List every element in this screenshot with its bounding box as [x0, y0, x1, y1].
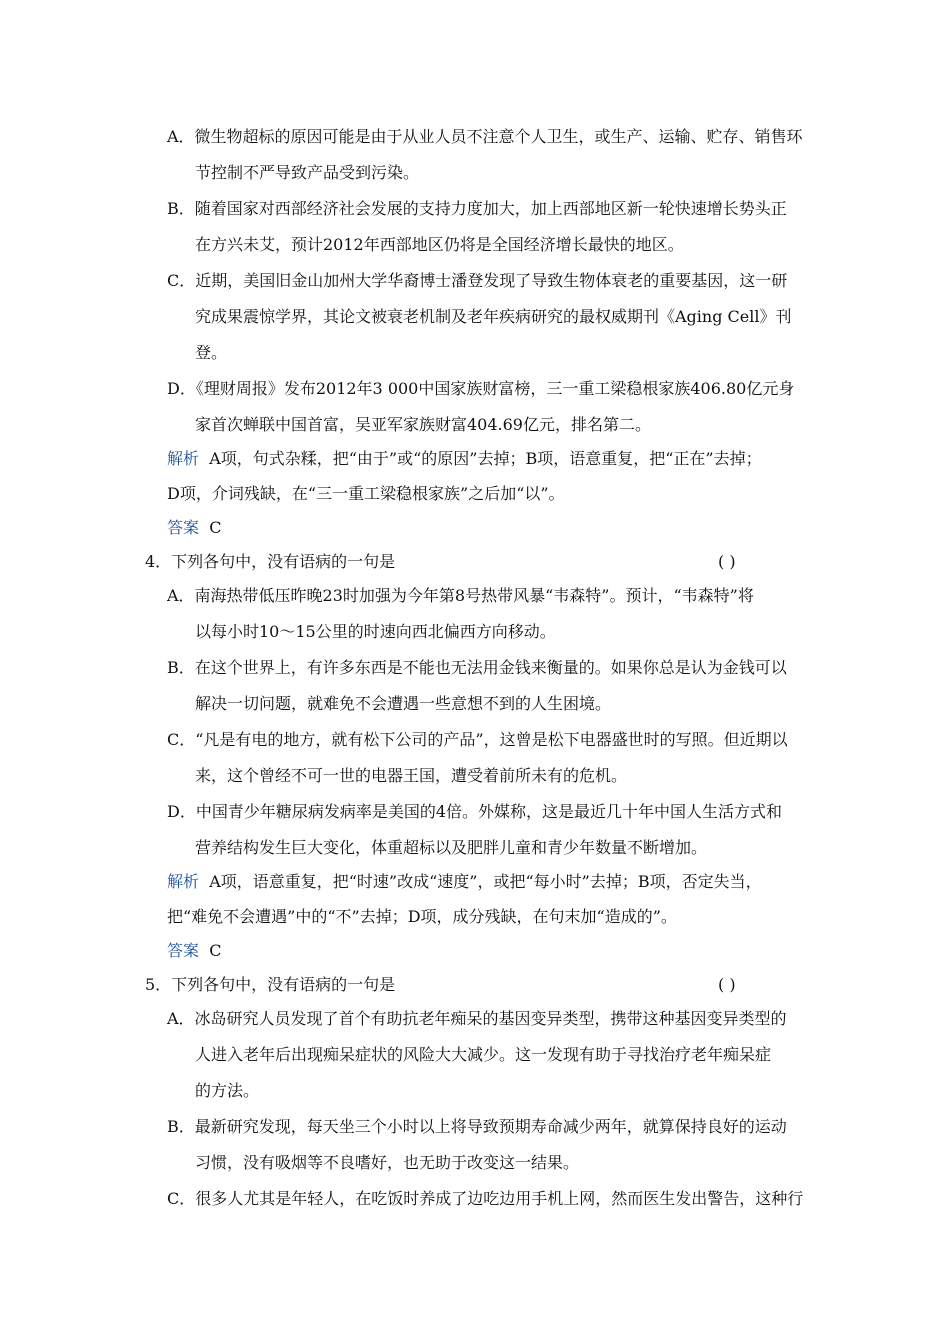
- q3-solution-label: 解析: [167, 449, 200, 468]
- q3-solution-text1: A项，句式杂糅，把“由于”或“的原因”去掉；B项，语意重复，把“正在”去掉；: [209, 449, 762, 468]
- q4-option-d-line1: D．中国青少年糖尿病发病率是美国的4倍。外媒称，这是最近几十年中国人生活方式和: [167, 802, 783, 821]
- q3-option-b-line2: 在方兴未艾，预计2012年西部地区仍将是全国经济增长最快的地区。: [195, 235, 684, 254]
- q4-option-b-line1: B．在这个世界上，有许多东西是不能也无法用金钱来衡量的。如果你总是认为金钱可以: [167, 658, 787, 677]
- q4-answer-value: C: [209, 941, 222, 960]
- q3-answer-value: C: [209, 518, 222, 537]
- q3-option-d-line2: 家首次蝉联中国首富，吴亚军家族财富404.69亿元，排名第二。: [195, 415, 651, 434]
- q3-option-b-line1: B．随着国家对西部经济社会发展的支持力度加大，加上西部地区新一轮快速增长势头正: [167, 199, 787, 218]
- q3-option-d-line1: D．《理财周报》发布2012年3 000中国家族财富榜，三一重工梁稳根家族406.80亿元身: [167, 379, 795, 398]
- q4-option-c-line2: 来，这个曾经不可一世的电器王国，遭受着前所未有的危机。: [195, 766, 628, 785]
- q4-option-c-line1: C．“凡是有电的地方，就有松下公司的产品”，这曾是松下电器盛世时的写照。但近期以: [167, 730, 788, 749]
- q4-answer-label: 答案: [167, 941, 200, 960]
- q3-option-c-line3: 登。: [195, 343, 228, 362]
- q4-option-d-line2: 营养结构发生巨大变化，体重超标以及肥胖儿童和青少年数量不断增加。: [195, 838, 708, 857]
- q3-option-a-line1: A．微生物超标的原因可能是由于从业人员不注意个人卫生，或生产、运输、贮存、销售环: [167, 127, 803, 146]
- q4-solution-line1: [167, 871, 762, 893]
- q5-answer-paren: ( ): [718, 975, 736, 994]
- q3-answer-label: 答案: [167, 518, 200, 537]
- q5-option-a-line2: 人进入老年后出现痴呆症状的风险大大减少。这一发现有助于寻找治疗老年痴呆症: [195, 1045, 772, 1064]
- q5-option-a-line1: A．冰岛研究人员发现了首个有助抗老年痴呆的基因变异类型，携带这种基因变异类型的: [167, 1009, 787, 1028]
- q3-option-a-line2: 节控制不严导致产品受到污染。: [195, 163, 420, 182]
- q4-solution-label: 解析: [167, 872, 200, 891]
- q3-answer: [167, 517, 221, 539]
- q5-option-a-line3: 的方法。: [195, 1081, 260, 1100]
- q3-option-c-line1: C．近期，美国旧金山加州大学华裔博士潘登发现了导致生物体衰老的重要基因，这一研: [167, 271, 788, 290]
- q3-solution-line1: [167, 448, 762, 470]
- q4-option-a-line2: 以每小时10～15公里的时速向西北偏西方向移动。: [195, 622, 556, 641]
- q4-option-b-line2: 解决一切问题，就难免不会遭遇一些意想不到的人生困境。: [195, 694, 612, 713]
- q5-option-b-line1: B．最新研究发现，每天坐三个小时以上将导致预期寿命减少两年，就算保持良好的运动: [167, 1117, 787, 1136]
- q4-option-a-line1: A．南海热带低压昨晚23时加强为今年第8号热带风暴“韦森特”。预计，“韦森特”将: [167, 586, 754, 605]
- q3-solution-line2: D项，介词残缺，在“三一重工梁稳根家族”之后加“以”。: [167, 484, 565, 503]
- q4-answer-paren: ( ): [718, 552, 736, 571]
- q4-answer: [167, 940, 221, 962]
- q4-solution-line2: 把“难免不会遭遇”中的“不”去掉；D项，成分残缺，在句末加“造成的”。: [167, 907, 677, 926]
- q5-option-b-line2: 习惯，没有吸烟等不良嗜好，也无助于改变这一结果。: [195, 1153, 580, 1172]
- q3-option-c-line2: 究成果震惊学界，其论文被衰老机制及老年疾病研究的最权威期刊《Aging Cell》刊: [195, 307, 792, 326]
- q4-solution-text1: A项，语意重复，把“时速”改成“速度”，或把“每小时”去掉；B项，否定失当，: [209, 872, 762, 891]
- q4-stem: 4．下列各句中，没有语病的一句是: [145, 552, 396, 571]
- q5-stem: 5．下列各句中，没有语病的一句是: [145, 975, 396, 994]
- q5-option-c-line1: C．很多人尤其是年轻人，在吃饭时养成了边吃边用手机上网，然而医生发出警告，这种行: [167, 1189, 804, 1208]
